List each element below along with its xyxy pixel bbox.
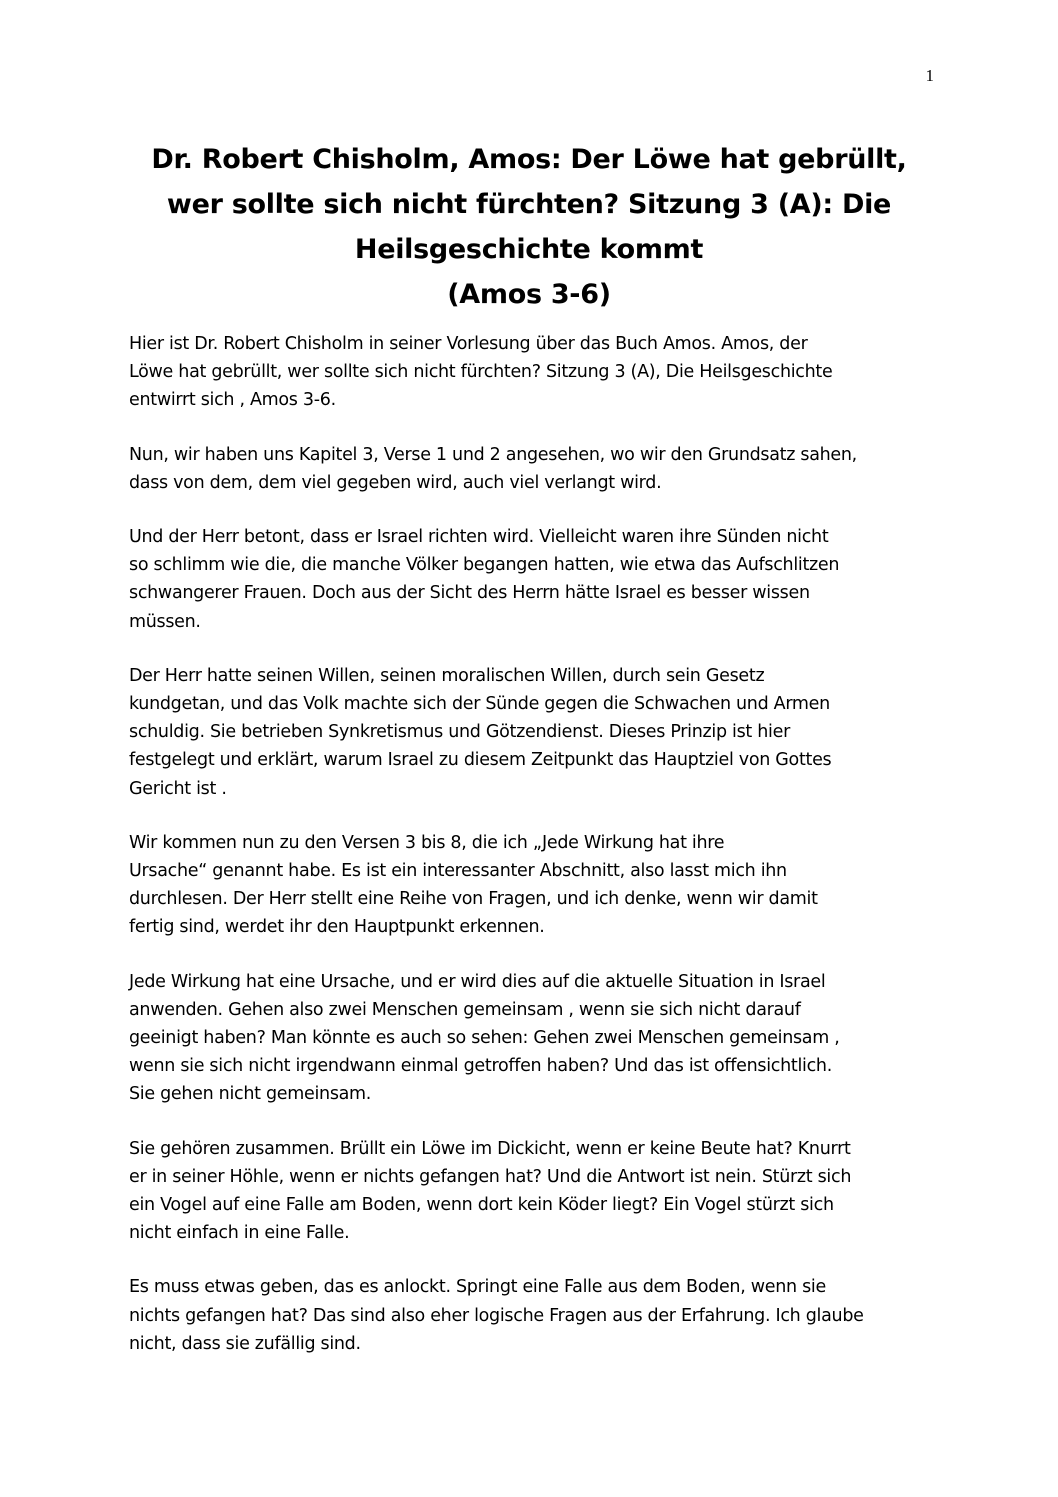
paragraph-line: anwenden. Gehen also zwei Menschen gemeinsam , wenn sie sich nicht darauf: [129, 999, 801, 1020]
paragraph-line: Hier ist Dr. Robert Chisholm in seiner Vorlesung über das Buch Amos. Amos, der: [129, 334, 808, 354]
paragraph-line: Sie gehören zusammen. Brüllt ein Löwe im Dickicht, wenn er keine Beute hat? Knurrt: [129, 1138, 851, 1159]
title-line: Heilsgeschichte kommt: [354, 234, 704, 265]
paragraph-line: Und der Herr betont, dass er Israel richten wird. Vielleicht waren ihre Sünden nicht: [129, 527, 829, 548]
paragraph-line: Jede Wirkung hat eine Ursache, und er wird dies auf die aktuelle Situation in Israel: [129, 971, 826, 992]
title-line: Dr. Robert Chisholm, Amos: Der Löwe hat gebrüllt,: [151, 144, 907, 175]
paragraph-line: Ursache“ genannt habe. Es ist ein interessanter Abschnitt, also lasst mich ihn: [129, 861, 787, 882]
paragraph: [129, 1135, 929, 1248]
paragraph: [129, 1273, 929, 1358]
paragraph: [129, 441, 929, 497]
title-line: (Amos 3-6): [447, 279, 611, 310]
paragraph-line: Wir kommen nun zu den Versen 3 bis 8, die ich „Jede Wirkung hat ihre: [129, 832, 725, 853]
paragraph: [129, 829, 929, 942]
paragraph-line: fertig sind, werdet ihr den Hauptpunkt erkennen.: [129, 917, 545, 938]
paragraph-line: kundgetan, und das Volk machte sich der Sünde gegen die Schwachen und Armen: [129, 694, 830, 715]
title-line: wer sollte sich nicht fürchten? Sitzung 3 (A): Die: [166, 189, 892, 220]
paragraph-line: festgelegt und erklärt, warum Israel zu diesem Zeitpunkt das Hauptziel von Gottes: [129, 750, 832, 771]
paragraph-line: Sie gehen nicht gemeinsam.: [129, 1084, 372, 1105]
paragraph: [129, 662, 929, 803]
document-body: [129, 330, 929, 1384]
paragraph: [129, 523, 929, 636]
paragraph-line: wenn sie sich nicht irgendwann einmal getroffen haben? Und das ist offensichtlich.: [129, 1056, 832, 1077]
paragraph-line: müssen.: [129, 611, 201, 632]
paragraph-line: ein Vogel auf eine Falle am Boden, wenn dort kein Köder liegt? Ein Vogel stürzt sich: [129, 1195, 834, 1216]
paragraph-line: schuldig. Sie betrieben Synkretismus und Götzendienst. Dieses Prinzip ist hier: [129, 722, 790, 743]
paragraph-line: schwangerer Frauen. Doch aus der Sicht des Herrn hätte Israel es besser wissen: [129, 583, 810, 604]
paragraph-line: Löwe hat gebrüllt, wer sollte sich nicht fürchten? Sitzung 3 (A), Die Heilsgeschichte: [129, 362, 833, 383]
paragraph-line: durchlesen. Der Herr stellt eine Reihe von Fragen, und ich denke, wenn wir damit: [129, 889, 818, 910]
paragraph-line: nicht einfach in eine Falle.: [129, 1223, 350, 1244]
document-title: [100, 137, 958, 317]
paragraph-line: geeinigt haben? Man könnte es auch so sehen: Gehen zwei Menschen gemeinsam ,: [129, 1028, 840, 1049]
paragraph-line: entwirrt sich , Amos 3-6.: [129, 390, 336, 411]
paragraph-line: Nun, wir haben uns Kapitel 3, Verse 1 und 2 angesehen, wo wir den Grundsatz sahen,: [129, 444, 857, 465]
paragraph-intro: [129, 330, 929, 415]
paragraph-line: nichts gefangen hat? Das sind also eher logische Fragen aus der Erfahrung. Ich glaube: [129, 1305, 864, 1326]
page-number: 1: [925, 66, 934, 85]
paragraph-line: so schlimm wie die, die manche Völker begangen hatten, wie etwa das Aufschlitzen: [129, 555, 840, 576]
paragraph-line: Der Herr hatte seinen Willen, seinen moralischen Willen, durch sein Gesetz: [129, 665, 765, 686]
paragraph-line: dass von dem, dem viel gegeben wird, auch viel verlangt wird.: [129, 472, 662, 493]
paragraph-line: er in seiner Höhle, wenn er nichts gefangen hat? Und die Antwort ist nein. Stürzt sich: [129, 1166, 852, 1187]
paragraph: [129, 968, 929, 1109]
paragraph-line: nicht, dass sie zufällig sind.: [129, 1333, 361, 1354]
paragraph-line: Gericht ist .: [129, 778, 227, 799]
paragraph-line: Es muss etwas geben, das es anlockt. Springt eine Falle aus dem Boden, wenn sie: [129, 1277, 826, 1298]
